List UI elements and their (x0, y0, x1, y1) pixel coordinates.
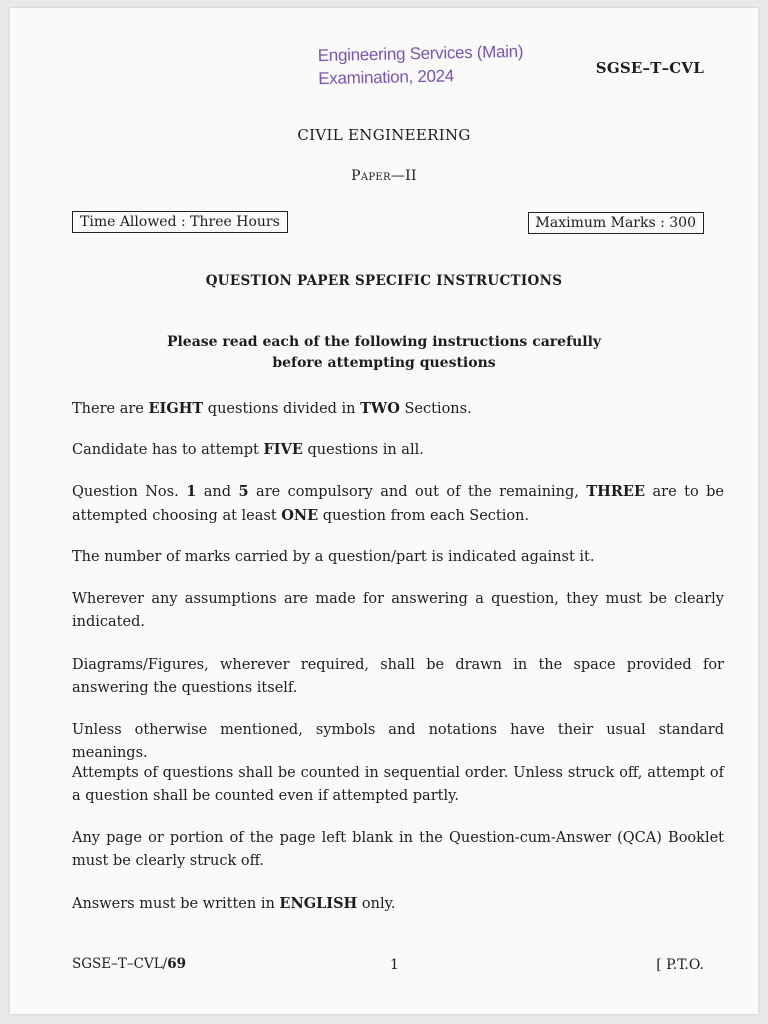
page-number: 1 (390, 957, 399, 973)
instruction-text: Wherever any assumptions are made for answering a question, they must be clearly indicated. (72, 591, 724, 630)
instruction-emphasis: TWO (360, 400, 400, 417)
instruction-item (72, 719, 724, 765)
instruction-item (72, 654, 724, 700)
instruction-text: Attempts of questions shall be counted in sequential order. Unless struck off, attempt of a question shall be counted even if attempted partly. (72, 765, 724, 804)
footer-paper-code (72, 956, 186, 972)
instruction-item (72, 827, 724, 873)
instructions-subheading (10, 332, 758, 374)
time-allowed-box: Time Allowed : Three Hours (72, 211, 288, 233)
subheading-line-1: Please read each of the following instructions carefully (166, 334, 602, 350)
instruction-text: Candidate has to attempt (72, 442, 264, 458)
instruction-emphasis: EIGHT (148, 400, 204, 417)
instruction-text: and (196, 484, 239, 500)
instruction-text: questions divided in (203, 401, 361, 417)
instruction-text: are to be attempted choosing at least (72, 484, 725, 524)
exam-stamp (318, 40, 524, 90)
instruction-item (72, 480, 724, 528)
instruction-emphasis: ONE (281, 507, 319, 524)
subheading-line-2: before attempting questions (272, 355, 496, 371)
pto-marker: [ P.T.O. (656, 957, 704, 973)
instruction-emphasis: 1 (186, 483, 197, 500)
instruction-text: questions in all. (302, 442, 424, 458)
exam-page (10, 8, 758, 1014)
instruction-text: only. (357, 896, 396, 912)
instruction-emphasis: FIVE (263, 441, 303, 458)
footer-code-suffix: 69 (167, 956, 187, 972)
instruction-text: Sections. (399, 401, 472, 417)
instruction-emphasis: THREE (586, 483, 646, 500)
instruction-text: question from each Section. (318, 508, 530, 524)
instruction-text: The number of marks carried by a question/part is indicated against it. (72, 549, 595, 565)
subject-title: CIVIL ENGINEERING (297, 126, 471, 144)
instruction-item (72, 546, 724, 569)
instruction-item (72, 438, 724, 462)
instruction-emphasis: ENGLISH (279, 895, 358, 912)
instruction-text: Unless otherwise mentioned, symbols and notations have their usual standard meanings. (72, 722, 724, 761)
instruction-text: Diagrams/Figures, wherever required, shall be drawn in the space provided for answering the questions itself. (72, 657, 724, 696)
instruction-emphasis: 5 (238, 483, 249, 500)
instruction-text: Question Nos. (72, 484, 187, 500)
instructions-heading: QUESTION PAPER SPECIFIC INSTRUCTIONS (205, 273, 563, 289)
instruction-item (72, 762, 724, 808)
maximum-marks-box: Maximum Marks : 300 (528, 212, 704, 234)
paper-code: SGSE–T–CVL (595, 59, 704, 77)
instruction-item (72, 588, 724, 634)
stamp-line-1: Engineering Services (Main) (317, 41, 524, 66)
instruction-text: are compulsory and out of the remaining, (248, 484, 587, 500)
instruction-text: Any page or portion of the page left blank in the Question-cum-Answer (QCA) Booklet must be clearly struck off. (72, 830, 724, 869)
footer-code-prefix: SGSE–T–CVL/ (72, 956, 168, 972)
instruction-item (72, 397, 724, 421)
paper-number: Paper—II (351, 168, 417, 184)
instruction-text: There are (72, 401, 149, 417)
stamp-line-2: Examination, 2024 (318, 66, 455, 89)
instruction-text: Answers must be written in (72, 896, 280, 912)
instruction-item (72, 892, 724, 916)
